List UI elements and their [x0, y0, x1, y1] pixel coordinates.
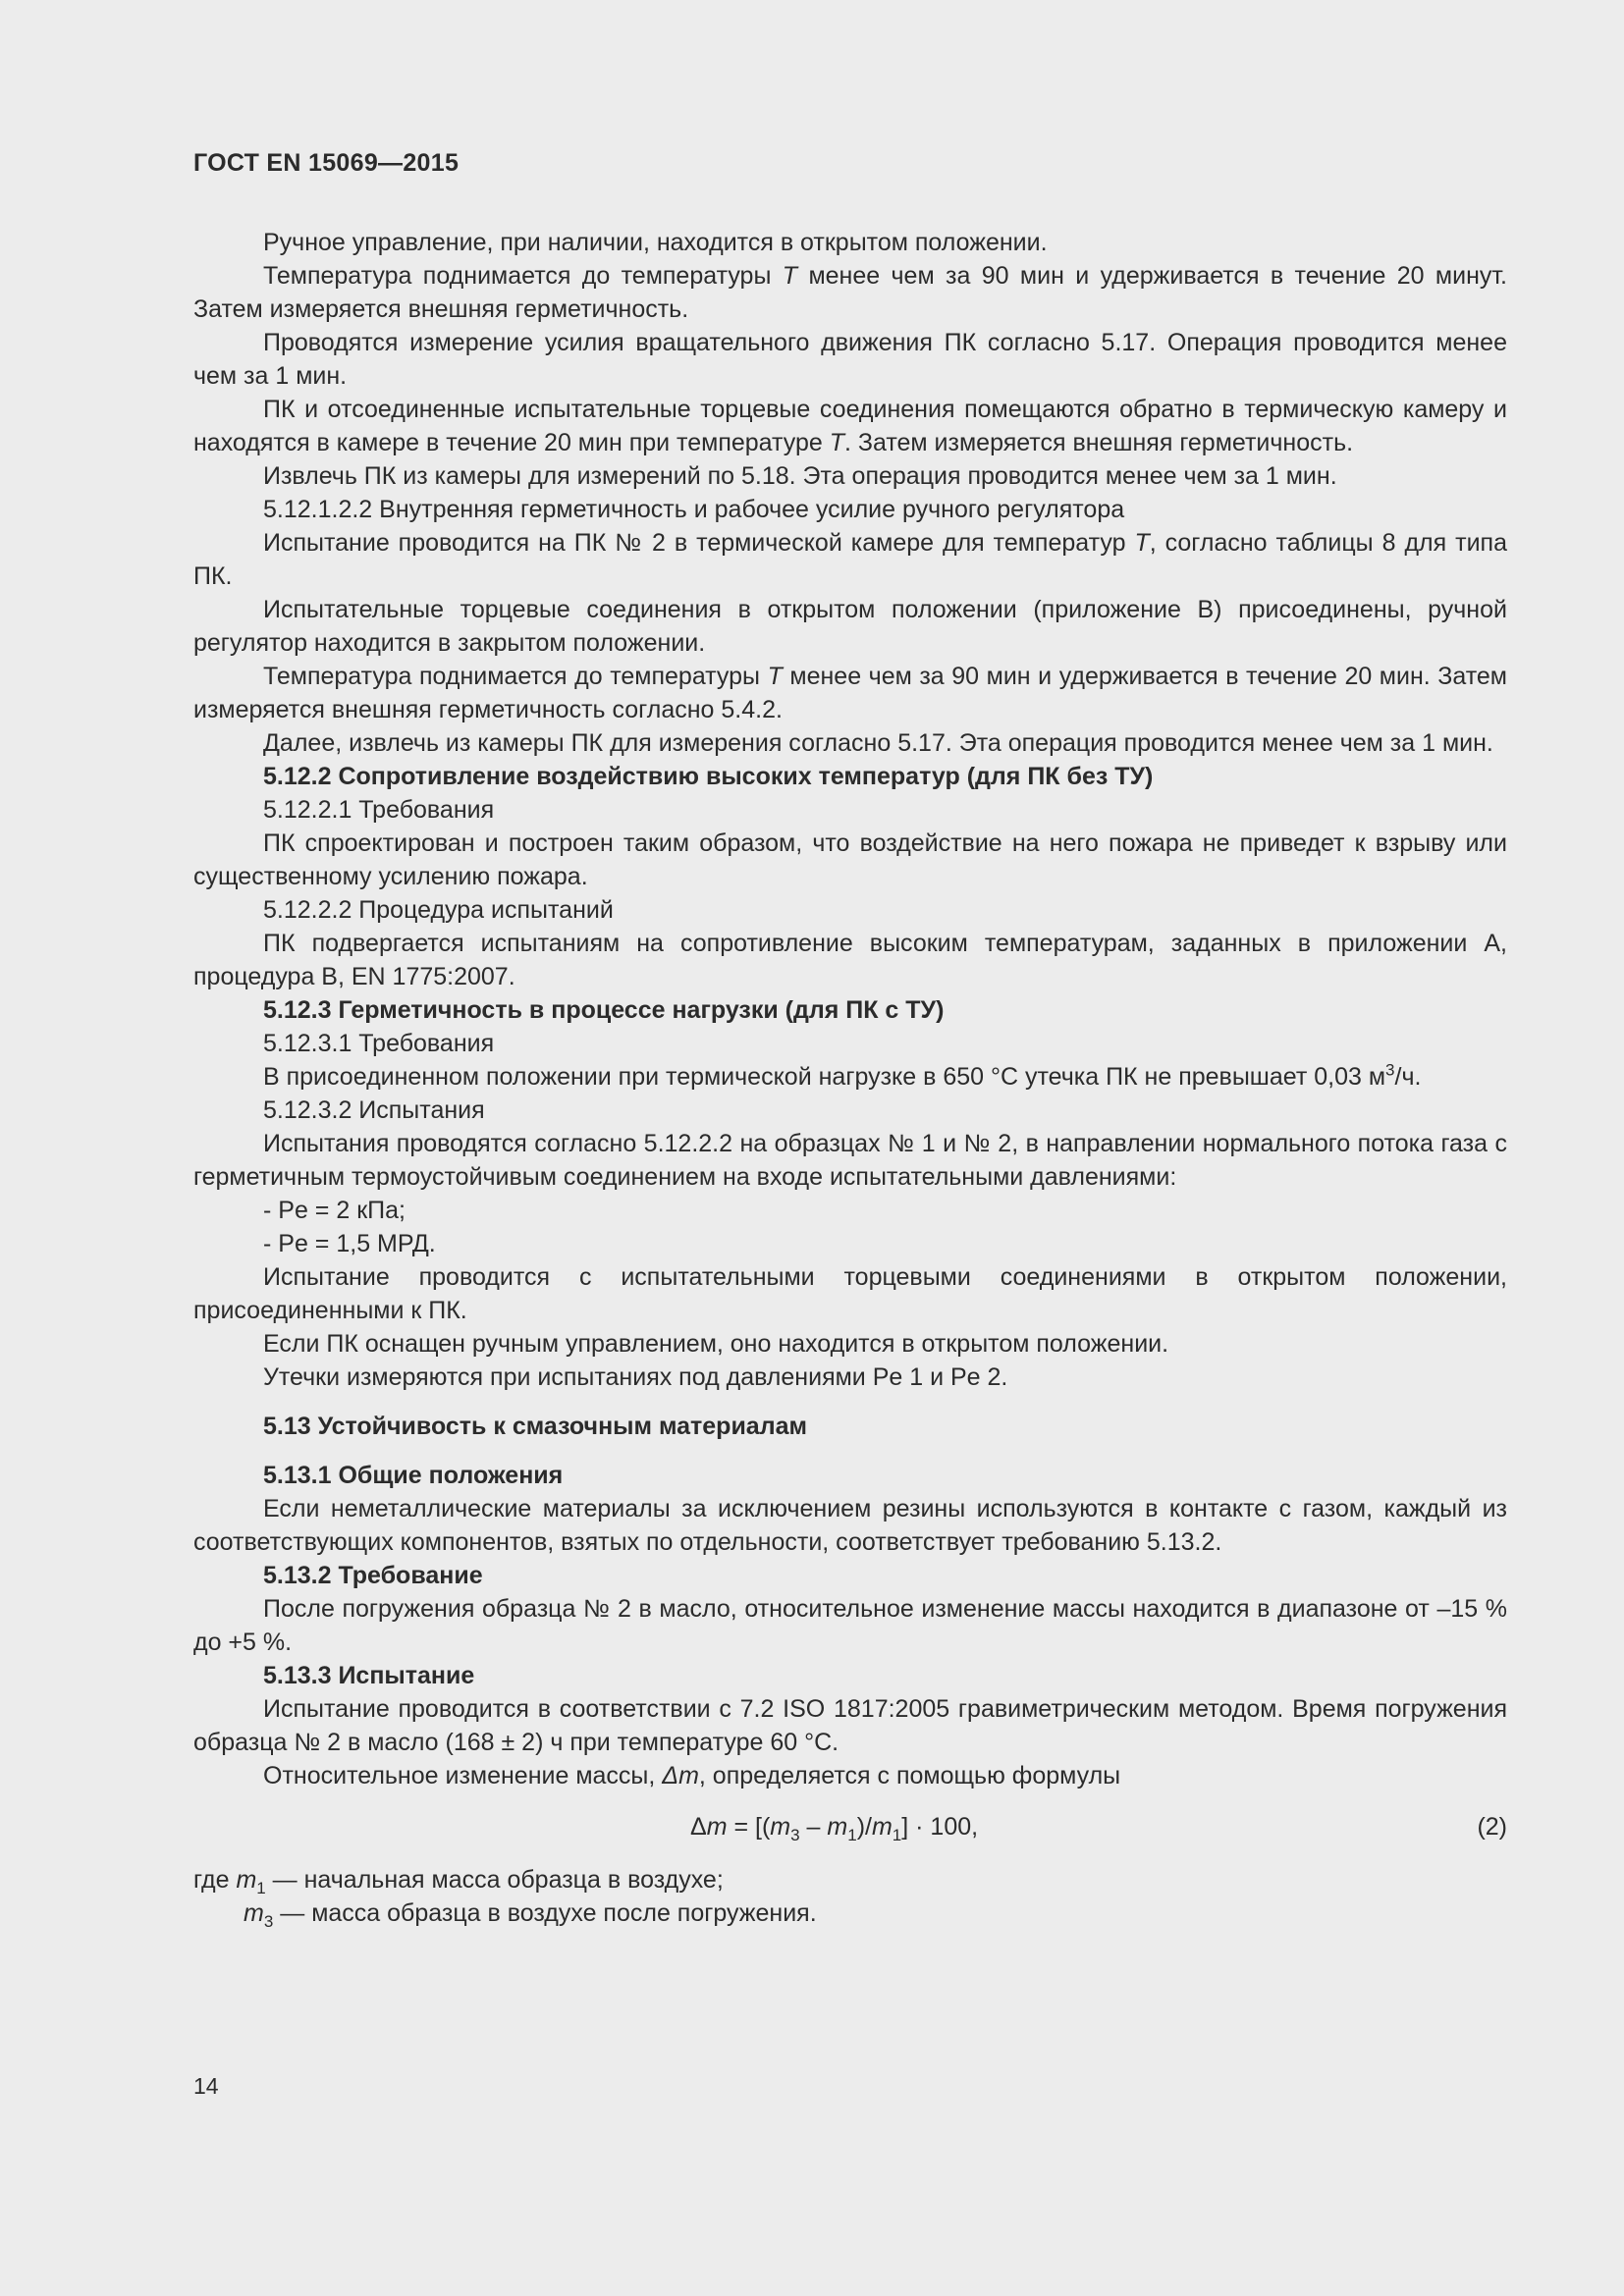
formula-part: m	[827, 1813, 848, 1841]
paragraph: Ручное управление, при наличии, находится в открытом положении.	[263, 229, 1048, 256]
text-run: Испытание проводится на ПК № 2 в термической камере для температур	[263, 529, 1135, 557]
paragraph: Если неметаллические материалы за исключением резины используются в контакте с газом, каждый из соответствующих компонентов, взятых по отдельности, соответствует требованию 5.13.2.	[193, 1495, 1507, 1556]
paragraph: Утечки измеряются при испытаниях под давлениями Pe 1 и Pe 2.	[263, 1363, 1008, 1391]
subsection-heading: 5.12.2.2 Процедура испытаний	[263, 896, 614, 924]
text-run: Температура поднимается до температуры	[263, 262, 783, 290]
paragraph	[193, 259, 1507, 326]
paragraph: Испытание проводится в соответствии с 7.2 ISO 1817:2005 гравиметрическим методом. Время погружения образца № 2 в масло (168 ± 2) ч при температуре 60 °С.	[193, 1695, 1507, 1756]
superscript: 3	[1385, 1060, 1395, 1080]
formula-part: ] · 100,	[901, 1813, 979, 1841]
subsection-heading: 5.12.2.1 Требования	[263, 796, 495, 824]
text-run: /ч.	[1394, 1063, 1422, 1091]
subsection-heading: 5.12.1.2.2 Внутренняя герметичность и рабочее усилие ручного регулятора	[263, 496, 1125, 523]
formula-expression	[690, 1810, 978, 1843]
text-run: — масса образца в воздухе после погружения.	[273, 1899, 817, 1927]
text-run: , определяется с помощью формулы	[698, 1762, 1121, 1789]
paragraph: После погружения образца № 2 в масло, относительное изменение массы находится в диапазоне от –15 % до +5 %.	[193, 1595, 1507, 1656]
text-run: , согласно таблицы 8 для типа ПК.	[193, 529, 1507, 590]
symbol-T: T	[767, 663, 783, 690]
formula-part: = [(	[727, 1813, 771, 1841]
section-heading: 5.13.3 Испытание	[263, 1662, 475, 1689]
symbol-m: m	[244, 1899, 264, 1927]
page-number: 14	[193, 2073, 219, 2099]
symbol-T: T	[829, 429, 844, 456]
paragraph	[193, 393, 1507, 459]
formula-number: (2)	[1477, 1813, 1507, 1841]
paragraph: Проводятся измерение усилия вращательного движения ПК согласно 5.17. Операция проводится менее чем за 1 мин.	[193, 329, 1507, 390]
text-run: . Затем измеряется внешняя герметичность.	[844, 429, 1354, 456]
section-heading: 5.13.1 Общие положения	[263, 1462, 564, 1489]
paragraph	[193, 1060, 1507, 1094]
formula-part: m	[770, 1813, 791, 1841]
formula-subscript: 1	[892, 1826, 902, 1844]
formula	[193, 1810, 1507, 1843]
paragraph	[193, 526, 1507, 593]
paragraph	[193, 660, 1507, 726]
paragraph: Испытание проводится с испытательными торцевыми соединениями в открытом положении, присоединенными к ПК.	[193, 1263, 1507, 1324]
subscript: 1	[256, 1879, 266, 1897]
text-run: где	[193, 1866, 237, 1894]
where-line	[193, 1863, 1507, 1896]
paragraph: Извлечь ПК из камеры для измерений по 5.18. Эта операция проводится менее чем за 1 мин.	[263, 462, 1337, 490]
symbol-delta-m: Δm	[662, 1762, 699, 1789]
formula-part: )/	[856, 1813, 872, 1841]
formula-part: m	[706, 1813, 728, 1841]
text-run: В присоединенном положении при термической нагрузке в 650 °С утечка ПК не превышает 0,03 м	[263, 1063, 1386, 1091]
section-heading: 5.13.2 Требование	[263, 1562, 483, 1589]
text-run: ПК и отсоединенные испытательные торцевые соединения помещаются обратно в термическую камеру и находятся в камере в течение 20 мин при температуре	[193, 396, 1507, 456]
paragraph: Если ПК оснащен ручным управлением, оно находится в открытом положении.	[263, 1330, 1169, 1358]
text-run: Относительное изменение массы,	[263, 1762, 663, 1789]
page-header: ГОСТ EN 15069—2015	[193, 149, 460, 177]
paragraph: ПК подвергается испытаниям на сопротивление высоким температурам, заданных в приложении А, процедура В, EN 1775:2007.	[193, 930, 1507, 990]
where-line	[193, 1896, 1507, 1930]
list-item: - Pe = 1,5 МРД.	[263, 1230, 436, 1257]
formula-part: Δ	[690, 1813, 707, 1841]
text-run: менее чем за 90 мин и удерживается в течение 20 мин. Затем измеряется внешняя герметичность согласно 5.4.2.	[193, 663, 1507, 723]
formula-part: –	[799, 1813, 828, 1841]
subsection-heading: 5.12.3.1 Требования	[263, 1030, 495, 1057]
symbol-T: T	[782, 262, 798, 290]
page-body	[193, 226, 1507, 1930]
list-item: - Pe = 2 кПа;	[263, 1197, 406, 1224]
paragraph: Испытания проводятся согласно 5.12.2.2 на образцах № 1 и № 2, в направлении нормального потока газа с герметичным термоустойчивым соединением на входе испытательными давлениями:	[193, 1130, 1507, 1191]
text-run: менее чем за 90 мин и удерживается в течение 20 минут. Затем измеряется внешняя герметичность.	[193, 262, 1507, 323]
formula-subscript: 3	[790, 1826, 800, 1844]
section-heading: 5.13 Устойчивость к смазочным материалам	[263, 1413, 807, 1440]
formula-subscript: 1	[847, 1826, 857, 1844]
subsection-heading: 5.12.3.2 Испытания	[263, 1096, 485, 1124]
symbol-T: T	[1134, 529, 1150, 557]
section-heading: 5.12.3 Герметичность в процессе нагрузки (для ПК с ТУ)	[263, 996, 945, 1024]
paragraph: Далее, извлечь из камеры ПК для измерения согласно 5.17. Эта операция проводится менее чем за 1 мин.	[263, 729, 1493, 757]
paragraph: ПК спроектирован и построен таким образом, что воздействие на него пожара не приведет к взрыву или существенному усилению пожара.	[193, 829, 1507, 890]
symbol-m: m	[236, 1866, 257, 1894]
paragraph: Испытательные торцевые соединения в открытом положении (приложение В) присоединены, ручной регулятор находится в закрытом положении.	[193, 596, 1507, 657]
text-run: Температура поднимается до температуры	[263, 663, 768, 690]
subscript: 3	[263, 1912, 274, 1931]
paragraph	[193, 1759, 1507, 1792]
text-run: — начальная масса образца в воздухе;	[265, 1866, 724, 1894]
section-heading: 5.12.2 Сопротивление воздействию высоких температур (для ПК без ТУ)	[263, 763, 1154, 790]
formula-part: m	[871, 1813, 893, 1841]
